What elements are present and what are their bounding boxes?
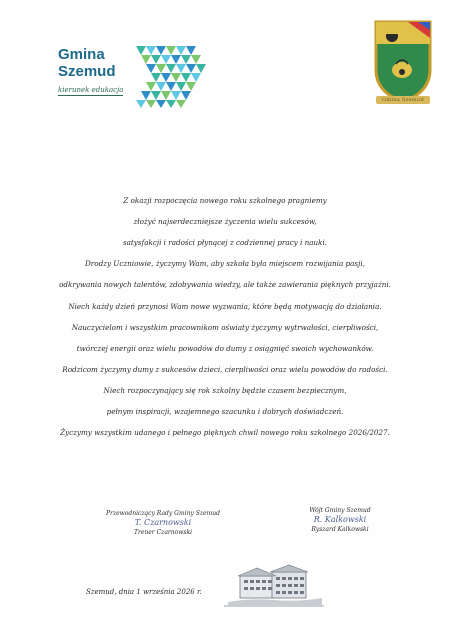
body-line: twórczej energii oraz wielu powodów do dumy z osiągnięć swoich wychowanków. (76, 344, 374, 353)
crest-label: Gmina Szemud (376, 96, 430, 104)
date-place: Szemud, dnia 1 września 2026 r. (86, 588, 202, 596)
body-line: Drodzy Uczniowie, życzymy Wam, aby szkoła była miejscem rozwijania pasji, (85, 259, 365, 268)
body-line: odkrywania nowych talentów, zdobywania wiedzy, ale także zawierania pięknych przyjaźni. (59, 280, 391, 289)
body-line: pełnym inspiracji, wzajemnego szacunku i dobrych doświadczeń. (106, 407, 344, 416)
body-line: Rodzicom życzymy dumy z sukcesów dzieci, cierpliwości oraz wielu powodów do radości. (62, 365, 388, 374)
logo-title (58, 46, 116, 80)
logo-title-line1: Gmina (58, 46, 105, 63)
signature-right (280, 507, 400, 533)
school-building-icon (222, 562, 326, 610)
signature-role: Wójt Gminy Szemud (309, 507, 371, 514)
body-line: Niech każdy dzień przynosi Wam nowe wyzwania, które będą motywacją do działania. (68, 302, 382, 311)
body-line: satysfakcji i radości płynącej z codziennej pracy i nauki. (122, 238, 328, 247)
signature-left (88, 510, 238, 536)
body-line: Z okazji rozpoczęcia nowego roku szkolnego pragniemy (123, 196, 327, 205)
signature-role: Przewodniczący Rady Gminy Szemud (106, 510, 220, 517)
signature-name: Trener Czarnowski (133, 529, 193, 536)
body-line: Nauczycielom i wszystkim pracownikom oświaty życzymy wytrwałości, cierpliwości, (71, 323, 379, 332)
signature-name: Ryszard Kalkowski (311, 526, 369, 533)
logo-tagline: kierunek edukacja (58, 86, 124, 94)
body-line: Niech rozpoczynający się rok szkolny będzie czasem bezpiecznym, (103, 386, 347, 395)
signature-scribble: R. Kalkowski (313, 515, 367, 524)
gmina-szemud-logo (58, 46, 218, 106)
signature-scribble: T. Czarnowski (134, 518, 192, 527)
body-line: Życzymy wszystkim udanego i pełnego pięknych chwil nowego roku szkolnego 2026/2027. (60, 428, 390, 437)
triangle-mosaic-icon (136, 46, 206, 108)
logo-title-line2: Szemud (58, 63, 116, 80)
body-line: złożyć najserdeczniejsze życzenia wielu sukcesów, (133, 217, 317, 226)
